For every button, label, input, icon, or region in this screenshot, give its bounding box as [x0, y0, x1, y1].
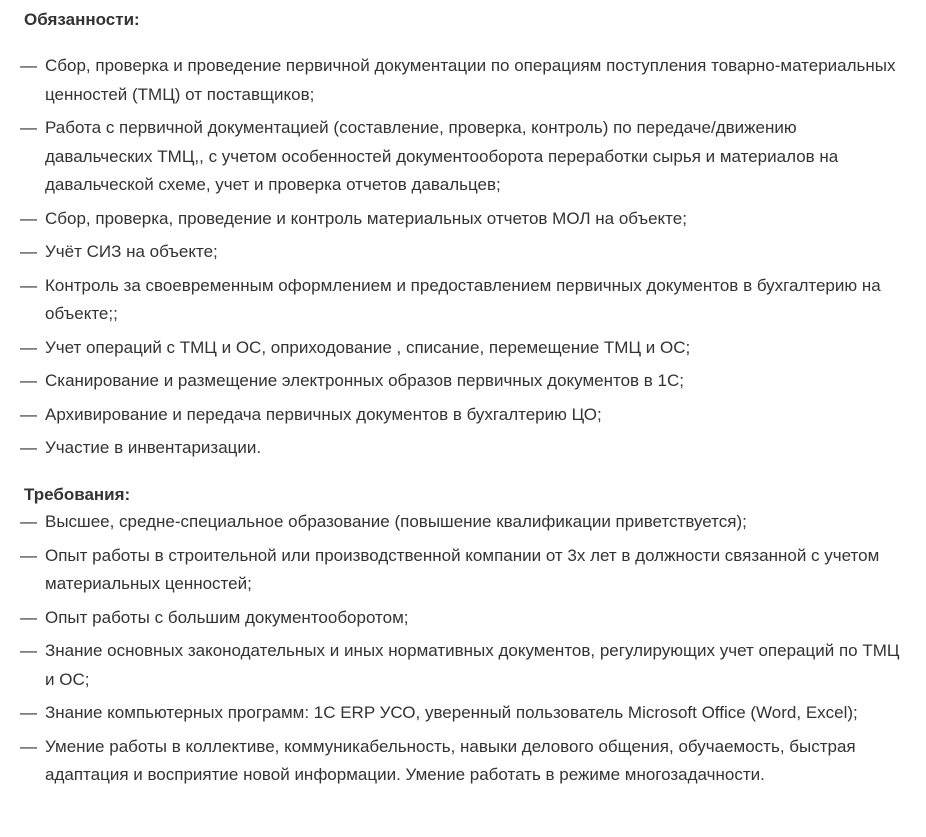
list-item [0, 699, 926, 728]
list-item-text: Сбор, проверка, проведение и контроль материальных отчетов МОЛ на объекте; [45, 208, 687, 228]
list-item [0, 542, 926, 599]
dash-bullet: — [20, 438, 37, 457]
requirements-list [0, 508, 926, 795]
list-item-text: Опыт работы в строительной или производственной компании от 3х лет в должности связанной с учетом материальных ценностей; [45, 545, 880, 593]
list-item [0, 52, 926, 109]
list-item-text: Архивирование и передача первичных документов в бухгалтерию ЦО; [45, 404, 602, 424]
dash-bullet: — [20, 275, 37, 295]
dash-bullet: — [20, 641, 37, 660]
list-item [0, 114, 926, 200]
list-item-text: Сканирование и размещение электронных образов первичных документов в 1С; [45, 371, 685, 390]
list-item [0, 238, 926, 267]
list-item [0, 604, 926, 633]
list-item-text: Учет операций с ТМЦ и ОС, оприходование , списание, перемещение ТМЦ и ОС; [45, 337, 691, 357]
dash-bullet: — [20, 56, 37, 75]
duties-heading: Обязанности: [24, 10, 140, 29]
dash-bullet: — [20, 208, 37, 228]
list-item [0, 272, 926, 329]
list-item [0, 334, 926, 363]
list-item-text: Работа с первичной документацией (составление, проверка, контроль) по передаче/движению давальческих ТМЦ,, с учетом особенностей документооборота переработки сырья и материалов на давальческой схеме, учет и проверка отчетов давальцев; [45, 118, 839, 194]
dash-bullet: — [20, 337, 37, 357]
dash-bullet: — [20, 736, 37, 756]
list-item-text: Высшее, средне-специальное образование (повышение квалификации приветствуется); [45, 512, 747, 531]
list-item-text: Сбор, проверка и проведение первичной документации по операциям поступления товарно-материальных ценностей (ТМЦ) от поставщиков; [45, 56, 896, 104]
list-item-text: Знание основных законодательных и иных нормативных документов, регулирующих учет операций по ТМЦ и ОС; [45, 641, 900, 689]
list-item-text: Учёт СИЗ на объекте; [45, 242, 218, 261]
list-item [0, 367, 926, 396]
dash-bullet: — [20, 512, 37, 531]
list-item [0, 434, 926, 463]
dash-bullet: — [20, 607, 37, 627]
dash-bullet: — [20, 242, 37, 261]
dash-bullet: — [20, 118, 37, 137]
duties-list [0, 52, 926, 468]
list-item-text: Опыт работы с большим документооборотом; [45, 607, 409, 627]
dash-bullet: — [20, 545, 37, 565]
dash-bullet: — [20, 371, 37, 390]
list-item [0, 733, 926, 790]
list-item [0, 508, 926, 537]
list-item [0, 401, 926, 430]
list-item-text: Контроль за своевременным оформлением и предоставлением первичных документов в бухгалтерию на объекте;; [45, 275, 881, 323]
list-item-text: Участие в инвентаризации. [45, 438, 262, 457]
dash-bullet: — [20, 703, 37, 722]
list-item [0, 205, 926, 234]
dash-bullet: — [20, 404, 37, 424]
requirements-heading: Требования: [24, 485, 131, 504]
list-item-text: Умение работы в коллективе, коммуникабельность, навыки делового общения, обучаемость, быстрая адаптация и восприятие новой информации. Умение работать в режиме многозадачности. [45, 736, 856, 784]
list-item-text: Знание компьютерных программ: 1С ERP УСО, уверенный пользователь Microsoft Office (Word, Excel); [45, 703, 858, 722]
list-item [0, 637, 926, 694]
